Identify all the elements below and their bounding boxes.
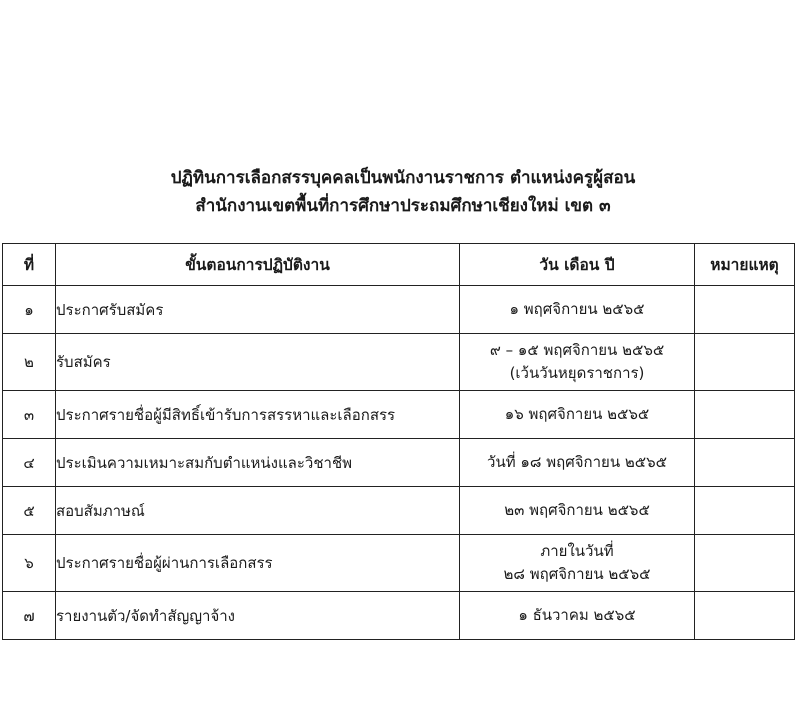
row-step: ประเมินความเหมาะสมกับตำแหน่งและวิชาชีพ — [56, 439, 460, 487]
table-row — [3, 487, 795, 535]
row-note — [695, 286, 795, 334]
row-date-line-1: ๑ ธันวาคม ๒๕๖๕ — [518, 606, 636, 624]
title-line-1: ปฏิทินการเลือกสรรบุคคลเป็นพนักงานราชการ ตำแหน่งครูผู้สอน — [170, 168, 636, 188]
row-number: ๓ — [3, 391, 56, 439]
row-step: สอบสัมภาษณ์ — [56, 487, 460, 535]
row-number: ๕ — [3, 487, 56, 535]
row-step: ประกาศรายชื่อผู้ผ่านการเลือกสรร — [56, 535, 460, 592]
row-date — [460, 439, 695, 487]
header-row — [3, 244, 795, 286]
row-step: รายงานตัว/จัดทำสัญญาจ้าง — [56, 592, 460, 640]
row-note — [695, 592, 795, 640]
row-date-line-1: ๑๖ พฤศจิกายน ๒๕๖๕ — [504, 405, 650, 423]
row-step: ประกาศรับสมัคร — [56, 286, 460, 334]
table-row — [3, 439, 795, 487]
row-date — [460, 487, 695, 535]
row-number: ๗ — [3, 592, 56, 640]
header-no: ที่ — [3, 244, 56, 286]
row-date-line-1: ๙ – ๑๕ พฤศจิกายน ๒๕๖๕ — [489, 341, 665, 359]
table-row — [3, 334, 795, 391]
row-date-line-1: ภายในวันที่ — [540, 542, 614, 560]
row-date — [460, 286, 695, 334]
row-note — [695, 391, 795, 439]
header-date: วัน เดือน ปี — [460, 244, 695, 286]
header-step: ขั้นตอนการปฏิบัติงาน — [56, 244, 460, 286]
row-number: ๒ — [3, 334, 56, 391]
table-row — [3, 592, 795, 640]
row-date-line-2: ๒๘ พฤศจิกายน ๒๕๖๕ — [503, 565, 651, 583]
row-date-line-1: ๒๓ พฤศจิกายน ๒๕๖๕ — [504, 501, 650, 519]
row-number: ๔ — [3, 439, 56, 487]
title-line-2: สำนักงานเขตพื้นที่การศึกษาประถมศึกษาเชียงใหม่ เขต ๓ — [195, 196, 611, 216]
table-row — [3, 286, 795, 334]
row-step: รับสมัคร — [56, 334, 460, 391]
row-note — [695, 487, 795, 535]
row-number: ๖ — [3, 535, 56, 592]
table-row — [3, 391, 795, 439]
row-note — [695, 535, 795, 592]
row-step: ประกาศรายชื่อผู้มีสิทธิ์เข้ารับการสรรหาและเลือกสรร — [56, 391, 460, 439]
row-number: ๑ — [3, 286, 56, 334]
row-date — [460, 535, 695, 592]
row-date-line-2: (เว้นวันหยุดราชการ) — [509, 364, 645, 382]
document-title — [0, 164, 800, 220]
row-date-line-1: ๑ พฤศจิกายน ๒๕๖๕ — [509, 300, 645, 318]
row-note — [695, 334, 795, 391]
table-row — [3, 535, 795, 592]
row-date — [460, 391, 695, 439]
row-note — [695, 439, 795, 487]
header-note: หมายแหตุ — [695, 244, 795, 286]
row-date — [460, 334, 695, 391]
row-date — [460, 592, 695, 640]
schedule-table — [2, 243, 795, 640]
row-date-line-1: วันที่ ๑๘ พฤศจิกายน ๒๕๖๕ — [487, 453, 667, 471]
